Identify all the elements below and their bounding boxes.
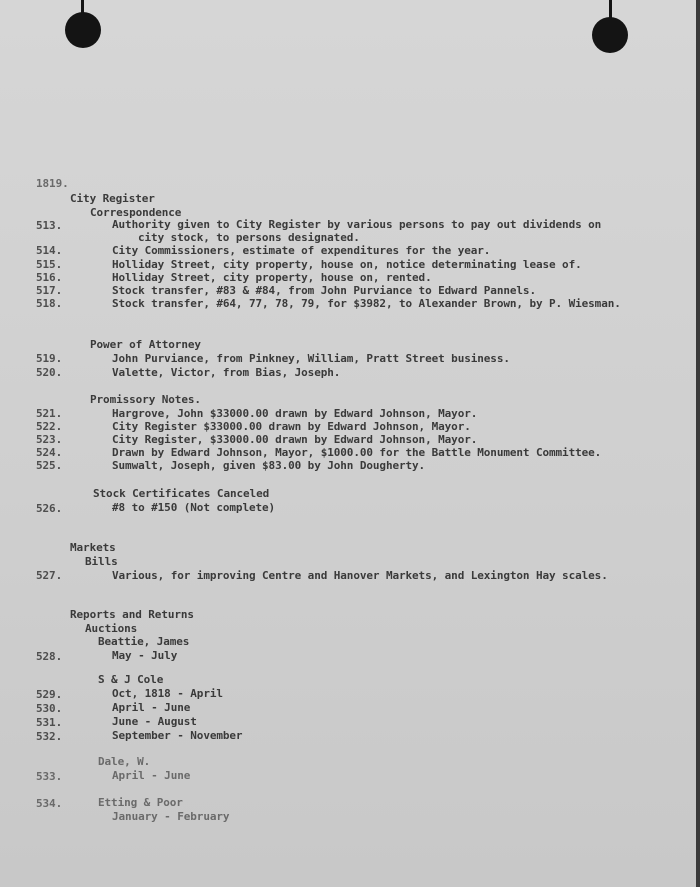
item-number: 519. (36, 352, 63, 365)
item-text: John Purviance, from Pinkney, William, Pratt Street business. (112, 352, 510, 365)
item-text: Sumwalt, Joseph, given $83.00 by John Dougherty. (112, 459, 426, 472)
item-number: 522. (36, 420, 63, 433)
page-edge-shadow (696, 0, 700, 887)
item-number: 534. (36, 797, 63, 810)
item-text: Various, for improving Centre and Hanover Markets, and Lexington Hay scales. (112, 569, 608, 582)
section-heading: City Register (70, 192, 155, 205)
subsection-heading: Correspondence (90, 206, 182, 219)
item-text: Stock transfer, #83 & #84, from John Purviance to Edward Pannels. (112, 284, 536, 297)
item-number: 513. (36, 219, 63, 232)
item-text-continued: city stock, to persons designated. (138, 231, 360, 244)
item-number: 530. (36, 702, 63, 715)
item-text: City Register $33000.00 drawn by Edward Johnson, Mayor. (112, 420, 471, 433)
item-number: 528. (36, 650, 63, 663)
item-number: 517. (36, 284, 63, 297)
item-text: May - July (112, 649, 178, 662)
item-text: April - June (112, 769, 191, 782)
item-number: 518. (36, 297, 63, 310)
item-text: Holliday Street, city property, house on, notice determinating lease of. (112, 258, 582, 271)
item-text: September - November (112, 729, 243, 742)
item-number: 526. (36, 502, 63, 515)
item-text: City Register, $33000.00 drawn by Edward Johnson, Mayor. (112, 433, 478, 446)
punch-hole-right (592, 17, 628, 53)
item-number: 516. (36, 271, 63, 284)
item-text: Oct, 1818 - April (112, 687, 223, 700)
item-number: 524. (36, 446, 63, 459)
item-number: 527. (36, 569, 63, 582)
item-text: Hargrove, John $33000.00 drawn by Edward Johnson, Mayor. (112, 407, 478, 420)
section-heading: Markets (70, 541, 116, 554)
item-number: 523. (36, 433, 63, 446)
item-number: 531. (36, 716, 63, 729)
item-text: January - February (112, 810, 230, 823)
auctioneer-name: Beattie, James (98, 635, 190, 648)
subsection-heading: Power of Attorney (90, 338, 201, 351)
item-text: Drawn by Edward Johnson, Mayor, $1000.00 for the Battle Monument Committee. (112, 446, 602, 459)
section-heading: Reports and Returns (70, 608, 194, 621)
subsection-heading: Auctions (85, 622, 138, 635)
subsection-heading: Promissory Notes. (90, 393, 201, 406)
subsection-heading: Bills (85, 555, 118, 568)
year-label: 1819. (36, 177, 69, 190)
item-text: June - August (112, 715, 197, 728)
item-number: 514. (36, 244, 63, 257)
auctioneer-name: Etting & Poor (98, 796, 183, 809)
item-number: 532. (36, 730, 63, 743)
item-text: Stock transfer, #64, 77, 78, 79, for $3982, to Alexander Brown, by P. Wiesman. (112, 297, 621, 310)
subsection-heading: Stock Certificates Canceled (93, 487, 270, 500)
item-number: 533. (36, 770, 63, 783)
item-text: Holliday Street, city property, house on, rented. (112, 271, 432, 284)
item-number: 520. (36, 366, 63, 379)
item-number: 515. (36, 258, 63, 271)
auctioneer-name: Dale, W. (98, 755, 151, 768)
item-text: Authority given to City Register by various persons to pay out dividends on (112, 218, 602, 231)
auctioneer-name: S & J Cole (98, 673, 164, 686)
item-text: April - June (112, 701, 191, 714)
item-number: 521. (36, 407, 63, 420)
punch-hole-left (65, 12, 101, 48)
item-number: 529. (36, 688, 63, 701)
item-number: 525. (36, 459, 63, 472)
item-text: #8 to #150 (Not complete) (112, 501, 276, 514)
item-text: City Commissioners, estimate of expenditures for the year. (112, 244, 491, 257)
item-text: Valette, Victor, from Bias, Joseph. (112, 366, 341, 379)
